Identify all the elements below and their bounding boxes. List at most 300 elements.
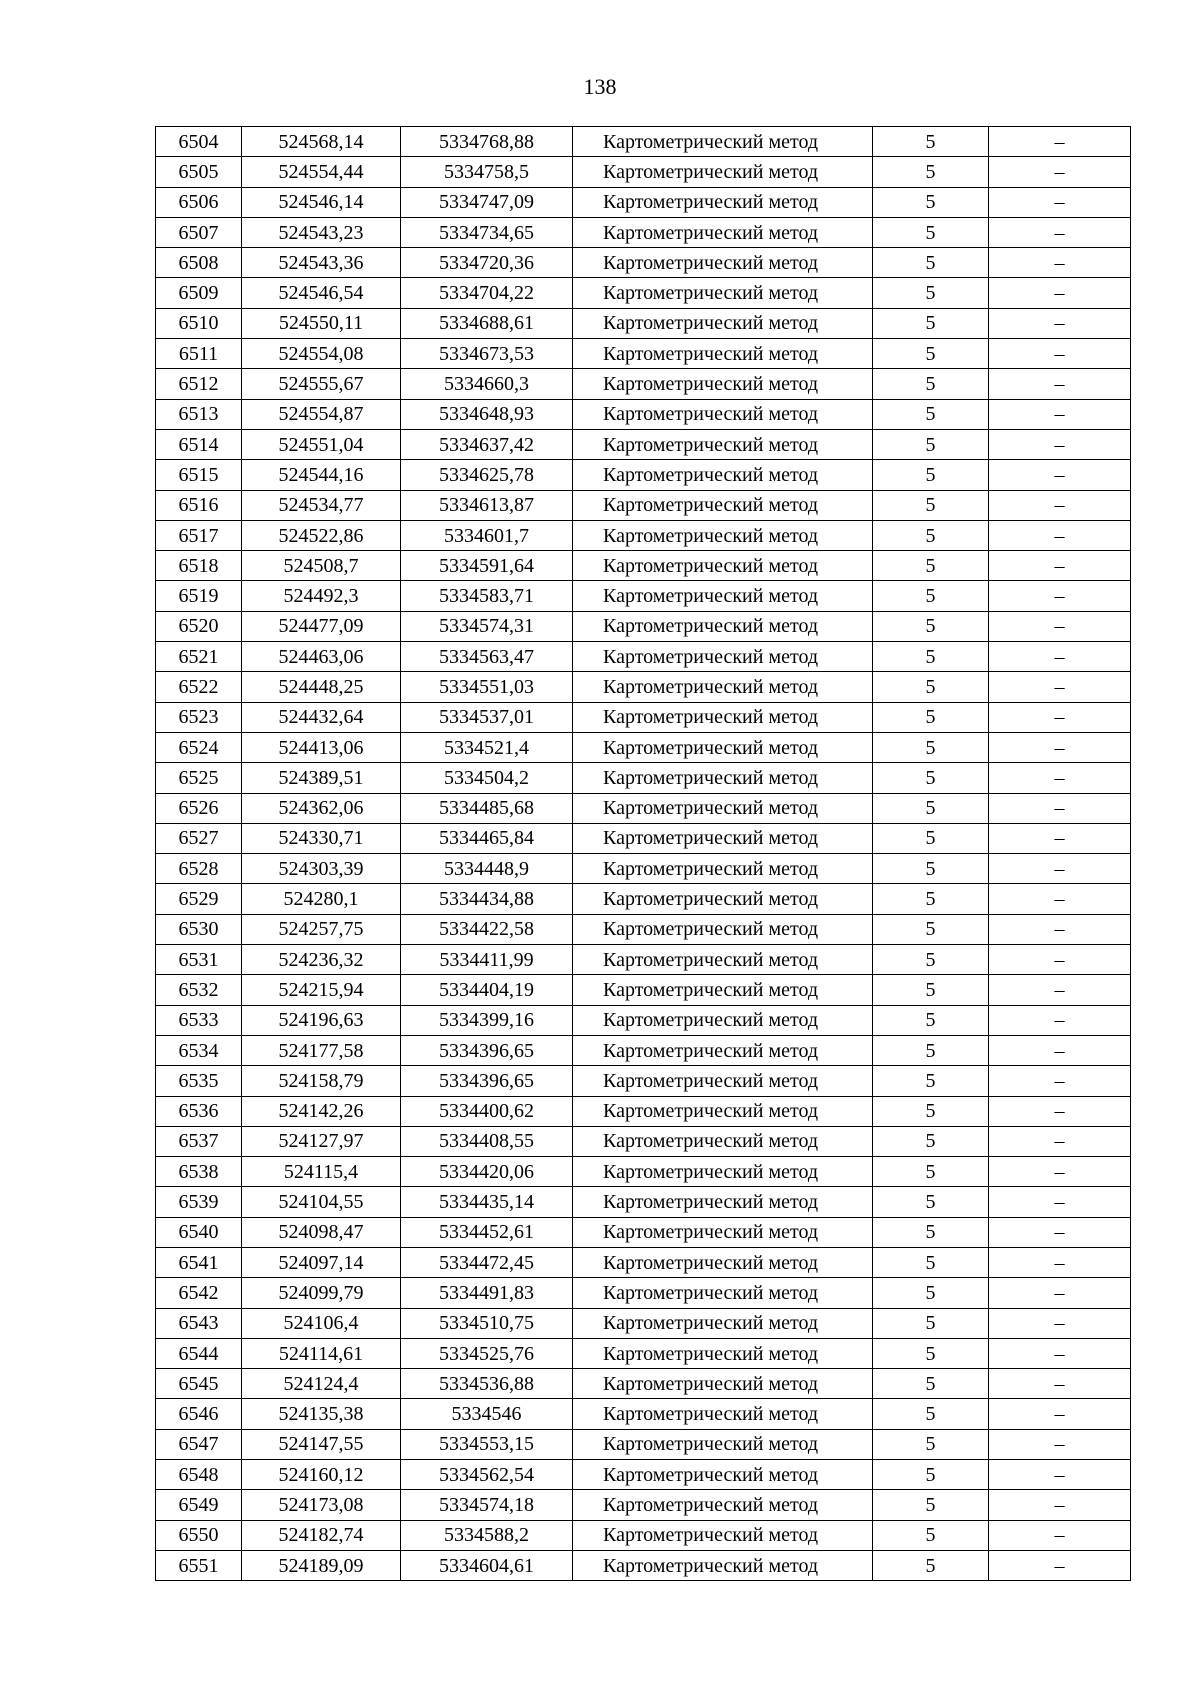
point-number-cell: 6534 [156,1035,242,1065]
point-number-cell: 6517 [156,520,242,550]
point-number-cell: 6545 [156,1369,242,1399]
method-cell: Картометрический метод [573,520,873,550]
note-cell: – [989,732,1131,762]
page-number: 138 [583,74,617,99]
table-row [156,460,1131,490]
x-coordinate-cell: 524236,32 [242,945,401,975]
method-cell: Картометрический метод [573,399,873,429]
accuracy-cell: 5 [873,642,989,672]
note-cell: – [989,1278,1131,1308]
note-cell: – [989,1399,1131,1429]
table-row [156,157,1131,187]
point-number-cell: 6549 [156,1490,242,1520]
accuracy-cell: 5 [873,914,989,944]
point-number-cell: 6507 [156,217,242,247]
table-row [156,1126,1131,1156]
table-row [156,339,1131,369]
point-number-cell: 6514 [156,429,242,459]
x-coordinate-cell: 524544,16 [242,460,401,490]
note-cell: – [989,217,1131,247]
x-coordinate-cell: 524432,64 [242,702,401,732]
table-row [156,1005,1131,1035]
x-coordinate-cell: 524135,38 [242,1399,401,1429]
note-cell: – [989,1550,1131,1580]
table-row [156,187,1131,217]
accuracy-cell: 5 [873,1096,989,1126]
table-row [156,429,1131,459]
note-cell: – [989,702,1131,732]
table-row [156,1550,1131,1580]
y-coordinate-cell: 5334660,3 [401,369,573,399]
y-coordinate-cell: 5334720,36 [401,248,573,278]
method-cell: Картометрический метод [573,914,873,944]
y-coordinate-cell: 5334396,65 [401,1035,573,1065]
table-row [156,399,1131,429]
method-cell: Картометрический метод [573,1369,873,1399]
point-number-cell: 6541 [156,1247,242,1277]
accuracy-cell: 5 [873,339,989,369]
accuracy-cell: 5 [873,127,989,157]
point-number-cell: 6537 [156,1126,242,1156]
point-number-cell: 6505 [156,157,242,187]
point-number-cell: 6522 [156,672,242,702]
method-cell: Картометрический метод [573,1005,873,1035]
point-number-cell: 6519 [156,581,242,611]
x-coordinate-cell: 524554,08 [242,339,401,369]
x-coordinate-cell: 524098,47 [242,1217,401,1247]
point-number-cell: 6506 [156,187,242,217]
method-cell: Картометрический метод [573,1217,873,1247]
x-coordinate-cell: 524554,44 [242,157,401,187]
method-cell: Картометрический метод [573,975,873,1005]
table-row [156,1187,1131,1217]
y-coordinate-cell: 5334485,68 [401,793,573,823]
method-cell: Картометрический метод [573,581,873,611]
accuracy-cell: 5 [873,1005,989,1035]
accuracy-cell: 5 [873,581,989,611]
method-cell: Картометрический метод [573,1126,873,1156]
point-number-cell: 6550 [156,1520,242,1550]
note-cell: – [989,1520,1131,1550]
accuracy-cell: 5 [873,278,989,308]
x-coordinate-cell: 524177,58 [242,1035,401,1065]
y-coordinate-cell: 5334465,84 [401,823,573,853]
method-cell: Картометрический метод [573,278,873,308]
x-coordinate-cell: 524114,61 [242,1338,401,1368]
x-coordinate-cell: 524534,77 [242,490,401,520]
note-cell: – [989,1005,1131,1035]
y-coordinate-cell: 5334546 [401,1399,573,1429]
note-cell: – [989,399,1131,429]
x-coordinate-cell: 524508,7 [242,551,401,581]
y-coordinate-cell: 5334747,09 [401,187,573,217]
note-cell: – [989,339,1131,369]
x-coordinate-cell: 524182,74 [242,1520,401,1550]
x-coordinate-cell: 524124,4 [242,1369,401,1399]
note-cell: – [989,1187,1131,1217]
y-coordinate-cell: 5334408,55 [401,1126,573,1156]
note-cell: – [989,854,1131,884]
table-row [156,1399,1131,1429]
accuracy-cell: 5 [873,1308,989,1338]
accuracy-cell: 5 [873,823,989,853]
point-number-cell: 6546 [156,1399,242,1429]
method-cell: Картометрический метод [573,702,873,732]
point-number-cell: 6525 [156,763,242,793]
point-number-cell: 6509 [156,278,242,308]
point-number-cell: 6543 [156,1308,242,1338]
accuracy-cell: 5 [873,217,989,247]
y-coordinate-cell: 5334574,18 [401,1490,573,1520]
table-row [156,1490,1131,1520]
y-coordinate-cell: 5334434,88 [401,884,573,914]
note-cell: – [989,581,1131,611]
x-coordinate-cell: 524568,14 [242,127,401,157]
note-cell: – [989,914,1131,944]
table-row [156,369,1131,399]
method-cell: Картометрический метод [573,1187,873,1217]
table-row [156,127,1131,157]
accuracy-cell: 5 [873,854,989,884]
method-cell: Картометрический метод [573,490,873,520]
x-coordinate-cell: 524522,86 [242,520,401,550]
y-coordinate-cell: 5334758,5 [401,157,573,187]
y-coordinate-cell: 5334562,54 [401,1460,573,1490]
note-cell: – [989,672,1131,702]
note-cell: – [989,369,1131,399]
point-number-cell: 6516 [156,490,242,520]
point-number-cell: 6518 [156,551,242,581]
accuracy-cell: 5 [873,248,989,278]
y-coordinate-cell: 5334613,87 [401,490,573,520]
point-number-cell: 6508 [156,248,242,278]
method-cell: Картометрический метод [573,1278,873,1308]
note-cell: – [989,1490,1131,1520]
note-cell: – [989,490,1131,520]
accuracy-cell: 5 [873,1187,989,1217]
point-number-cell: 6530 [156,914,242,944]
y-coordinate-cell: 5334704,22 [401,278,573,308]
point-number-cell: 6513 [156,399,242,429]
x-coordinate-cell: 524173,08 [242,1490,401,1520]
point-number-cell: 6547 [156,1429,242,1459]
method-cell: Картометрический метод [573,429,873,459]
method-cell: Картометрический метод [573,1308,873,1338]
table-row [156,1338,1131,1368]
method-cell: Картометрический метод [573,1338,873,1368]
point-number-cell: 6548 [156,1460,242,1490]
point-number-cell: 6535 [156,1066,242,1096]
accuracy-cell: 5 [873,1217,989,1247]
y-coordinate-cell: 5334601,7 [401,520,573,550]
accuracy-cell: 5 [873,1126,989,1156]
accuracy-cell: 5 [873,1369,989,1399]
method-cell: Картометрический метод [573,672,873,702]
table-row [156,1217,1131,1247]
note-cell: – [989,551,1131,581]
table-row [156,793,1131,823]
table-row [156,1035,1131,1065]
y-coordinate-cell: 5334411,99 [401,945,573,975]
accuracy-cell: 5 [873,1066,989,1096]
point-number-cell: 6542 [156,1278,242,1308]
x-coordinate-cell: 524142,26 [242,1096,401,1126]
y-coordinate-cell: 5334422,58 [401,914,573,944]
note-cell: – [989,460,1131,490]
note-cell: – [989,1096,1131,1126]
y-coordinate-cell: 5334673,53 [401,339,573,369]
table-row [156,975,1131,1005]
point-number-cell: 6544 [156,1338,242,1368]
method-cell: Картометрический метод [573,1096,873,1126]
method-cell: Картометрический метод [573,339,873,369]
point-number-cell: 6538 [156,1157,242,1187]
method-cell: Картометрический метод [573,823,873,853]
accuracy-cell: 5 [873,1278,989,1308]
method-cell: Картометрический метод [573,157,873,187]
y-coordinate-cell: 5334452,61 [401,1217,573,1247]
table-row [156,1308,1131,1338]
point-number-cell: 6521 [156,642,242,672]
note-cell: – [989,248,1131,278]
x-coordinate-cell: 524554,87 [242,399,401,429]
point-number-cell: 6528 [156,854,242,884]
table-row [156,763,1131,793]
method-cell: Картометрический метод [573,308,873,338]
table-row [156,308,1131,338]
x-coordinate-cell: 524389,51 [242,763,401,793]
table-row [156,1460,1131,1490]
y-coordinate-cell: 5334400,62 [401,1096,573,1126]
y-coordinate-cell: 5334583,71 [401,581,573,611]
accuracy-cell: 5 [873,1399,989,1429]
point-number-cell: 6529 [156,884,242,914]
method-cell: Картометрический метод [573,1520,873,1550]
table-row [156,248,1131,278]
x-coordinate-cell: 524413,06 [242,732,401,762]
point-number-cell: 6526 [156,793,242,823]
note-cell: – [989,1429,1131,1459]
table-row [156,278,1131,308]
y-coordinate-cell: 5334491,83 [401,1278,573,1308]
table-row [156,1157,1131,1187]
note-cell: – [989,1308,1131,1338]
table-row [156,642,1131,672]
method-cell: Картометрический метод [573,945,873,975]
accuracy-cell: 5 [873,793,989,823]
method-cell: Картометрический метод [573,1550,873,1580]
x-coordinate-cell: 524147,55 [242,1429,401,1459]
accuracy-cell: 5 [873,1157,989,1187]
table-row [156,1278,1131,1308]
accuracy-cell: 5 [873,975,989,1005]
accuracy-cell: 5 [873,187,989,217]
y-coordinate-cell: 5334574,31 [401,611,573,641]
y-coordinate-cell: 5334472,45 [401,1247,573,1277]
accuracy-cell: 5 [873,1247,989,1277]
note-cell: – [989,308,1131,338]
x-coordinate-cell: 524555,67 [242,369,401,399]
note-cell: – [989,520,1131,550]
y-coordinate-cell: 5334399,16 [401,1005,573,1035]
x-coordinate-cell: 524099,79 [242,1278,401,1308]
y-coordinate-cell: 5334537,01 [401,702,573,732]
accuracy-cell: 5 [873,157,989,187]
coordinates-table-body [156,127,1131,1581]
note-cell: – [989,1157,1131,1187]
x-coordinate-cell: 524546,14 [242,187,401,217]
x-coordinate-cell: 524160,12 [242,1460,401,1490]
accuracy-cell: 5 [873,1490,989,1520]
coordinates-table [155,126,1131,1581]
note-cell: – [989,823,1131,853]
accuracy-cell: 5 [873,945,989,975]
table-row [156,1066,1131,1096]
accuracy-cell: 5 [873,1338,989,1368]
method-cell: Картометрический метод [573,460,873,490]
table-row [156,551,1131,581]
method-cell: Картометрический метод [573,217,873,247]
table-row [156,732,1131,762]
table-row [156,823,1131,853]
y-coordinate-cell: 5334648,93 [401,399,573,429]
note-cell: – [989,975,1131,1005]
table-row [156,1096,1131,1126]
x-coordinate-cell: 524448,25 [242,672,401,702]
x-coordinate-cell: 524158,79 [242,1066,401,1096]
method-cell: Картометрический метод [573,1247,873,1277]
y-coordinate-cell: 5334525,76 [401,1338,573,1368]
y-coordinate-cell: 5334521,4 [401,732,573,762]
note-cell: – [989,642,1131,672]
y-coordinate-cell: 5334536,88 [401,1369,573,1399]
x-coordinate-cell: 524543,23 [242,217,401,247]
note-cell: – [989,278,1131,308]
method-cell: Картометрический метод [573,1460,873,1490]
table-row [156,1247,1131,1277]
y-coordinate-cell: 5334563,47 [401,642,573,672]
point-number-cell: 6533 [156,1005,242,1035]
point-number-cell: 6523 [156,702,242,732]
method-cell: Картометрический метод [573,127,873,157]
x-coordinate-cell: 524550,11 [242,308,401,338]
table-row [156,490,1131,520]
note-cell: – [989,611,1131,641]
accuracy-cell: 5 [873,763,989,793]
method-cell: Картометрический метод [573,248,873,278]
method-cell: Картометрический метод [573,369,873,399]
x-coordinate-cell: 524303,39 [242,854,401,884]
method-cell: Картометрический метод [573,793,873,823]
method-cell: Картометрический метод [573,1066,873,1096]
accuracy-cell: 5 [873,611,989,641]
x-coordinate-cell: 524551,04 [242,429,401,459]
table-row [156,1520,1131,1550]
note-cell: – [989,157,1131,187]
x-coordinate-cell: 524104,55 [242,1187,401,1217]
accuracy-cell: 5 [873,1035,989,1065]
y-coordinate-cell: 5334510,75 [401,1308,573,1338]
accuracy-cell: 5 [873,429,989,459]
table-row [156,672,1131,702]
accuracy-cell: 5 [873,702,989,732]
note-cell: – [989,1369,1131,1399]
accuracy-cell: 5 [873,1460,989,1490]
x-coordinate-cell: 524106,4 [242,1308,401,1338]
point-number-cell: 6512 [156,369,242,399]
point-number-cell: 6510 [156,308,242,338]
note-cell: – [989,1066,1131,1096]
y-coordinate-cell: 5334768,88 [401,127,573,157]
point-number-cell: 6540 [156,1217,242,1247]
x-coordinate-cell: 524492,3 [242,581,401,611]
table-row [156,854,1131,884]
x-coordinate-cell: 524215,94 [242,975,401,1005]
table-row [156,702,1131,732]
y-coordinate-cell: 5334591,64 [401,551,573,581]
note-cell: – [989,1126,1131,1156]
accuracy-cell: 5 [873,732,989,762]
accuracy-cell: 5 [873,399,989,429]
accuracy-cell: 5 [873,884,989,914]
method-cell: Картометрический метод [573,732,873,762]
note-cell: – [989,793,1131,823]
accuracy-cell: 5 [873,490,989,520]
y-coordinate-cell: 5334435,14 [401,1187,573,1217]
note-cell: – [989,1035,1131,1065]
y-coordinate-cell: 5334420,06 [401,1157,573,1187]
x-coordinate-cell: 524127,97 [242,1126,401,1156]
y-coordinate-cell: 5334734,65 [401,217,573,247]
point-number-cell: 6520 [156,611,242,641]
x-coordinate-cell: 524115,4 [242,1157,401,1187]
method-cell: Картометрический метод [573,1157,873,1187]
accuracy-cell: 5 [873,551,989,581]
x-coordinate-cell: 524257,75 [242,914,401,944]
table-row [156,1429,1131,1459]
accuracy-cell: 5 [873,1550,989,1580]
method-cell: Картометрический метод [573,1035,873,1065]
point-number-cell: 6539 [156,1187,242,1217]
accuracy-cell: 5 [873,1429,989,1459]
note-cell: – [989,187,1131,217]
x-coordinate-cell: 524280,1 [242,884,401,914]
accuracy-cell: 5 [873,672,989,702]
y-coordinate-cell: 5334396,65 [401,1066,573,1096]
point-number-cell: 6532 [156,975,242,1005]
table-row [156,611,1131,641]
method-cell: Картометрический метод [573,1490,873,1520]
point-number-cell: 6515 [156,460,242,490]
point-number-cell: 6536 [156,1096,242,1126]
point-number-cell: 6524 [156,732,242,762]
note-cell: – [989,429,1131,459]
table-row [156,217,1131,247]
x-coordinate-cell: 524463,06 [242,642,401,672]
y-coordinate-cell: 5334553,15 [401,1429,573,1459]
method-cell: Картометрический метод [573,1399,873,1429]
x-coordinate-cell: 524330,71 [242,823,401,853]
note-cell: – [989,884,1131,914]
y-coordinate-cell: 5334448,9 [401,854,573,884]
point-number-cell: 6504 [156,127,242,157]
note-cell: – [989,1247,1131,1277]
y-coordinate-cell: 5334604,61 [401,1550,573,1580]
method-cell: Картометрический метод [573,854,873,884]
table-row [156,1369,1131,1399]
accuracy-cell: 5 [873,308,989,338]
method-cell: Картометрический метод [573,884,873,914]
